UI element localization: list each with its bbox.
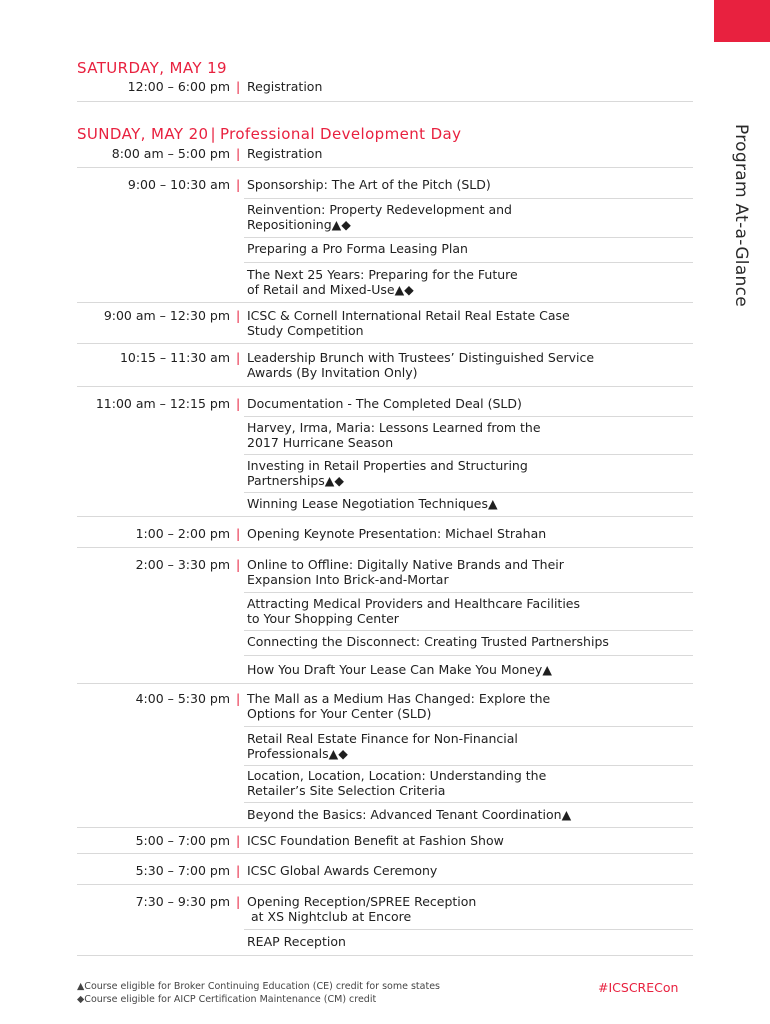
- separator: |: [236, 557, 241, 572]
- corner-tab: [714, 0, 770, 42]
- sunday-heading: [77, 125, 461, 143]
- row-time: 5:30 – 7:00 pm: [135, 863, 230, 878]
- divider: [77, 683, 693, 684]
- session-title: The Mall as a Medium Has Changed: Explore the: [247, 691, 551, 706]
- session-title: Registration: [247, 146, 323, 161]
- footnote-cm: ◆Course eligible for AICP Certification Maintenance (CM) credit: [77, 994, 377, 1005]
- separator: |: [236, 308, 241, 323]
- separator: |: [236, 526, 241, 541]
- divider: [244, 655, 693, 656]
- session-title: Retail Real Estate Finance for Non-Financial: [247, 731, 518, 746]
- session-title-cont: of Retail and Mixed-Use▲◆: [247, 282, 414, 297]
- separator: |: [236, 894, 241, 909]
- row-time: 4:00 – 5:30 pm: [135, 691, 230, 706]
- saturday-session: Registration: [247, 79, 323, 94]
- row-time: 8:00 am – 5:00 pm: [111, 146, 230, 161]
- session-title: The Next 25 Years: Preparing for the Future: [247, 267, 518, 282]
- divider: [244, 262, 693, 263]
- divider: [244, 592, 693, 593]
- session-title: Reinvention: Property Redevelopment and: [247, 202, 512, 217]
- divider: [77, 516, 693, 517]
- divider: [244, 237, 693, 238]
- session-title: Investing in Retail Properties and Structuring: [247, 458, 528, 473]
- session-title: ICSC Foundation Benefit at Fashion Show: [247, 833, 504, 848]
- divider: [77, 343, 693, 344]
- footnote-ce: ▲Course eligible for Broker Continuing Education (CE) credit for some states: [77, 981, 440, 992]
- separator: |: [236, 177, 241, 192]
- row-time: 10:15 – 11:30 am: [119, 350, 230, 365]
- session-title: Attracting Medical Providers and Healthcare Facilities: [247, 596, 580, 611]
- session-title-cont: Retailer’s Site Selection Criteria: [247, 783, 446, 798]
- divider: [244, 630, 693, 631]
- session-title-cont: Options for Your Center (SLD): [247, 706, 432, 721]
- divider: [244, 765, 693, 766]
- session-title-cont: Awards (By Invitation Only): [247, 365, 418, 380]
- side-title: Program At-a-Glance: [731, 124, 751, 308]
- divider: [77, 101, 693, 102]
- session-title: ICSC & Cornell International Retail Real Estate Case: [247, 308, 570, 323]
- separator: |: [236, 350, 241, 365]
- heading-separator: |: [210, 125, 216, 143]
- divider: [77, 955, 693, 956]
- session-title: REAP Reception: [247, 934, 346, 949]
- session-title: Preparing a Pro Forma Leasing Plan: [247, 241, 468, 256]
- session-title-cont: at XS Nightclub at Encore: [247, 909, 412, 924]
- saturday-heading: SATURDAY, MAY 19: [77, 59, 227, 77]
- session-title: Online to Offline: Digitally Native Brands and Their: [247, 557, 564, 572]
- row-time: 2:00 – 3:30 pm: [135, 557, 230, 572]
- session-title: Leadership Brunch with Trustees’ Distinguished Service: [247, 350, 595, 365]
- session-title-cont: Repositioning▲◆: [247, 217, 351, 232]
- session-title: How You Draft Your Lease Can Make You Money▲: [247, 662, 552, 677]
- session-title-cont: Expansion Into Brick-and-Mortar: [247, 572, 449, 587]
- divider: [244, 726, 693, 727]
- session-title: Winning Lease Negotiation Techniques▲: [247, 496, 498, 511]
- divider: [244, 454, 693, 455]
- row-time: 1:00 – 2:00 pm: [135, 526, 230, 541]
- row-time: 7:30 – 9:30 pm: [135, 894, 230, 909]
- session-title: Documentation - The Completed Deal (SLD): [247, 396, 522, 411]
- row-time: 9:00 – 10:30 am: [127, 177, 230, 192]
- sunday-subtitle: Professional Development Day: [219, 125, 462, 143]
- divider: [244, 929, 693, 930]
- separator: |: [236, 79, 241, 94]
- divider: [244, 416, 693, 417]
- divider: [77, 167, 693, 168]
- session-title-cont: to Your Shopping Center: [247, 611, 399, 626]
- session-title-cont: Professionals▲◆: [247, 746, 348, 761]
- divider: [244, 492, 693, 493]
- session-title: Location, Location, Location: Understanding the: [247, 768, 547, 783]
- row-time: 11:00 am – 12:15 pm: [95, 396, 230, 411]
- session-title: ICSC Global Awards Ceremony: [247, 863, 438, 878]
- separator: |: [236, 833, 241, 848]
- session-title-cont: Study Competition: [247, 323, 364, 338]
- session-title: Opening Reception/SPREE Reception: [247, 894, 477, 909]
- session-title: Sponsorship: The Art of the Pitch (SLD): [247, 177, 491, 192]
- divider: [77, 547, 693, 548]
- saturday-time: 12:00 – 6:00 pm: [127, 79, 230, 94]
- session-title: Opening Keynote Presentation: Michael Strahan: [247, 526, 547, 541]
- row-time: 5:00 – 7:00 pm: [135, 833, 230, 848]
- separator: |: [236, 691, 241, 706]
- session-title-cont: 2017 Hurricane Season: [247, 435, 394, 450]
- session-title: Beyond the Basics: Advanced Tenant Coordination▲: [247, 807, 572, 822]
- session-title: Connecting the Disconnect: Creating Trusted Partnerships: [247, 634, 609, 649]
- session-title: Harvey, Irma, Maria: Lessons Learned from the: [247, 420, 541, 435]
- divider: [77, 884, 693, 885]
- separator: |: [236, 146, 241, 161]
- divider: [244, 198, 693, 199]
- divider: [77, 827, 693, 828]
- sunday-date: SUNDAY, MAY 20: [77, 125, 209, 143]
- divider: [77, 302, 693, 303]
- separator: |: [236, 396, 241, 411]
- separator: |: [236, 863, 241, 878]
- session-title-cont: Partnerships▲◆: [247, 473, 345, 488]
- divider: [244, 802, 693, 803]
- divider: [77, 386, 693, 387]
- row-time: 9:00 am – 12:30 pm: [103, 308, 230, 323]
- hashtag: #ICSCRECon: [598, 980, 679, 995]
- divider: [77, 853, 693, 854]
